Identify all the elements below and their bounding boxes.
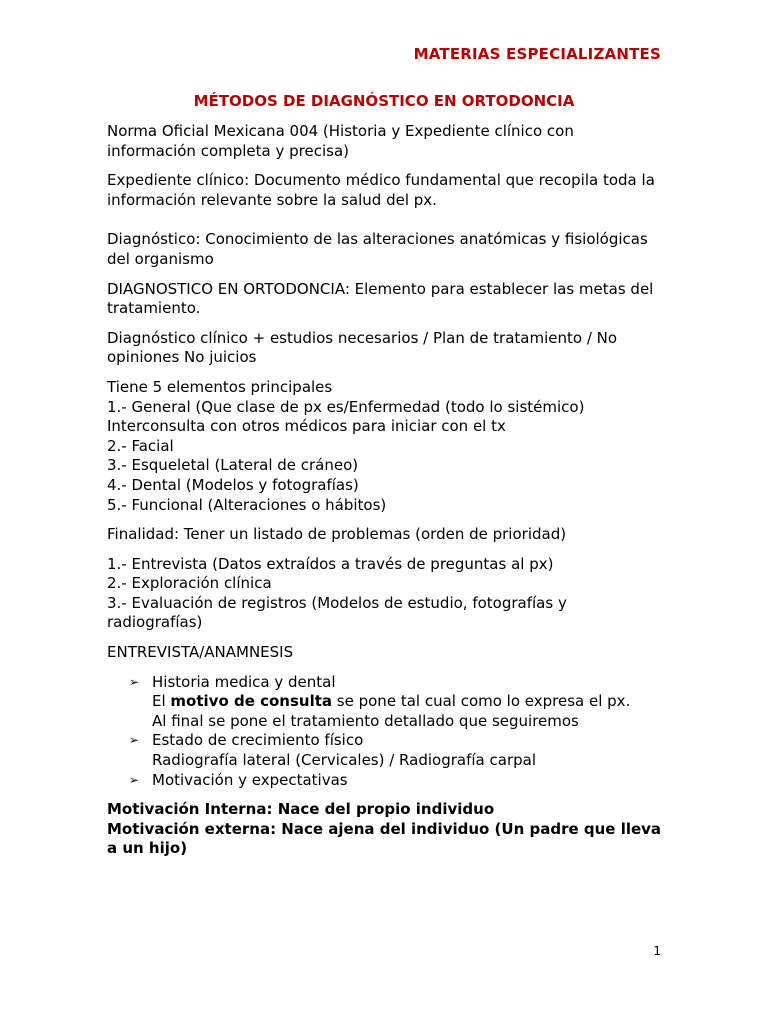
motivation-internal: Motivación Interna: Nace del propio individuo [107, 800, 495, 819]
paragraph-nom: Norma Oficial Mexicana 004 (Historia y Expediente clínico con información completa y precisa) [107, 122, 574, 160]
paragraph-diagnostico-ortodoncia: DIAGNOSTICO EN ORTODONCIA: Elemento para establecer las metas del tratamiento. [107, 279, 654, 318]
elements-intro: Tiene 5 elementos principales [107, 377, 333, 396]
bullet-item-historia [129, 673, 667, 732]
detail-suffix: se pone tal cual como lo expresa el px. [332, 692, 631, 711]
document-title: MÉTODOS DE DIAGNÓSTICO EN ORTODONCIA [193, 92, 575, 110]
header-title: MATERIAS ESPECIALIZANTES [413, 45, 661, 63]
bullet-detail: Radiografía lateral (Cervicales) / Radiografía carpal [152, 751, 536, 770]
arrow-bullet-icon: ➢ [129, 733, 140, 748]
arrow-bullet-icon: ➢ [129, 772, 140, 787]
step-line: 1.- Entrevista (Datos extraídos a través de preguntas al px) [107, 554, 554, 573]
paragraph-diagnostico-clinico: Diagnóstico clínico + estudios necesarios / Plan de tratamiento / No opiniones No juicios [107, 328, 618, 367]
bullet-list [107, 673, 667, 791]
element-line: 5.- Funcional (Alteraciones o hábitos) [107, 495, 387, 514]
detail-prefix: El [152, 692, 171, 711]
bullet-item-motivacion [129, 771, 667, 791]
element-line: 3.- Esqueletal (Lateral de cráneo) [107, 456, 359, 475]
element-line: 2.- Facial [107, 436, 174, 455]
step-line: 2.- Exploración clínica [107, 574, 272, 593]
bullet-label: Estado de crecimiento físico [152, 731, 364, 750]
elements-block [107, 378, 667, 515]
element-line: 1.- General (Que clase de px es/Enfermedad (todo lo sistémico) [107, 397, 585, 416]
arrow-bullet-icon: ➢ [129, 674, 140, 689]
bullet-item-crecimiento [129, 731, 667, 770]
motivation-external: Motivación externa: Nace ajena del individuo (Un padre que lleva a un hijo) [107, 819, 662, 858]
bullet-label: Motivación y expectativas [152, 770, 348, 789]
paragraph-expediente: Expediente clínico: Documento médico fundamental que recopila toda la información relevante sobre la salud del px. [107, 171, 655, 209]
element-line: 4.- Dental (Modelos y fotografías) [107, 475, 359, 494]
paragraph-diagnostico: Diagnóstico: Conocimiento de las alteraciones anatómicas y fisiológicas del organismo [107, 230, 648, 268]
bullet-label: Historia medica y dental [152, 672, 336, 691]
bullet-detail [152, 692, 667, 712]
section-heading: ENTREVISTA/ANAMNESIS [107, 643, 294, 662]
steps-block [107, 555, 667, 633]
document-body [107, 122, 667, 869]
detail-bold: motivo de consulta [170, 692, 333, 711]
bullet-detail: Al final se pone el tratamiento detallado que seguiremos [152, 711, 579, 730]
paragraph-finalidad: Finalidad: Tener un listado de problemas (orden de prioridad) [107, 525, 567, 544]
element-line: Interconsulta con otros médicos para iniciar con el tx [107, 417, 506, 436]
motivation-notes [107, 800, 667, 859]
step-line: 3.- Evaluación de registros (Modelos de estudio, fotografías y radiografías) [107, 593, 567, 632]
page-number: 1 [653, 944, 661, 958]
